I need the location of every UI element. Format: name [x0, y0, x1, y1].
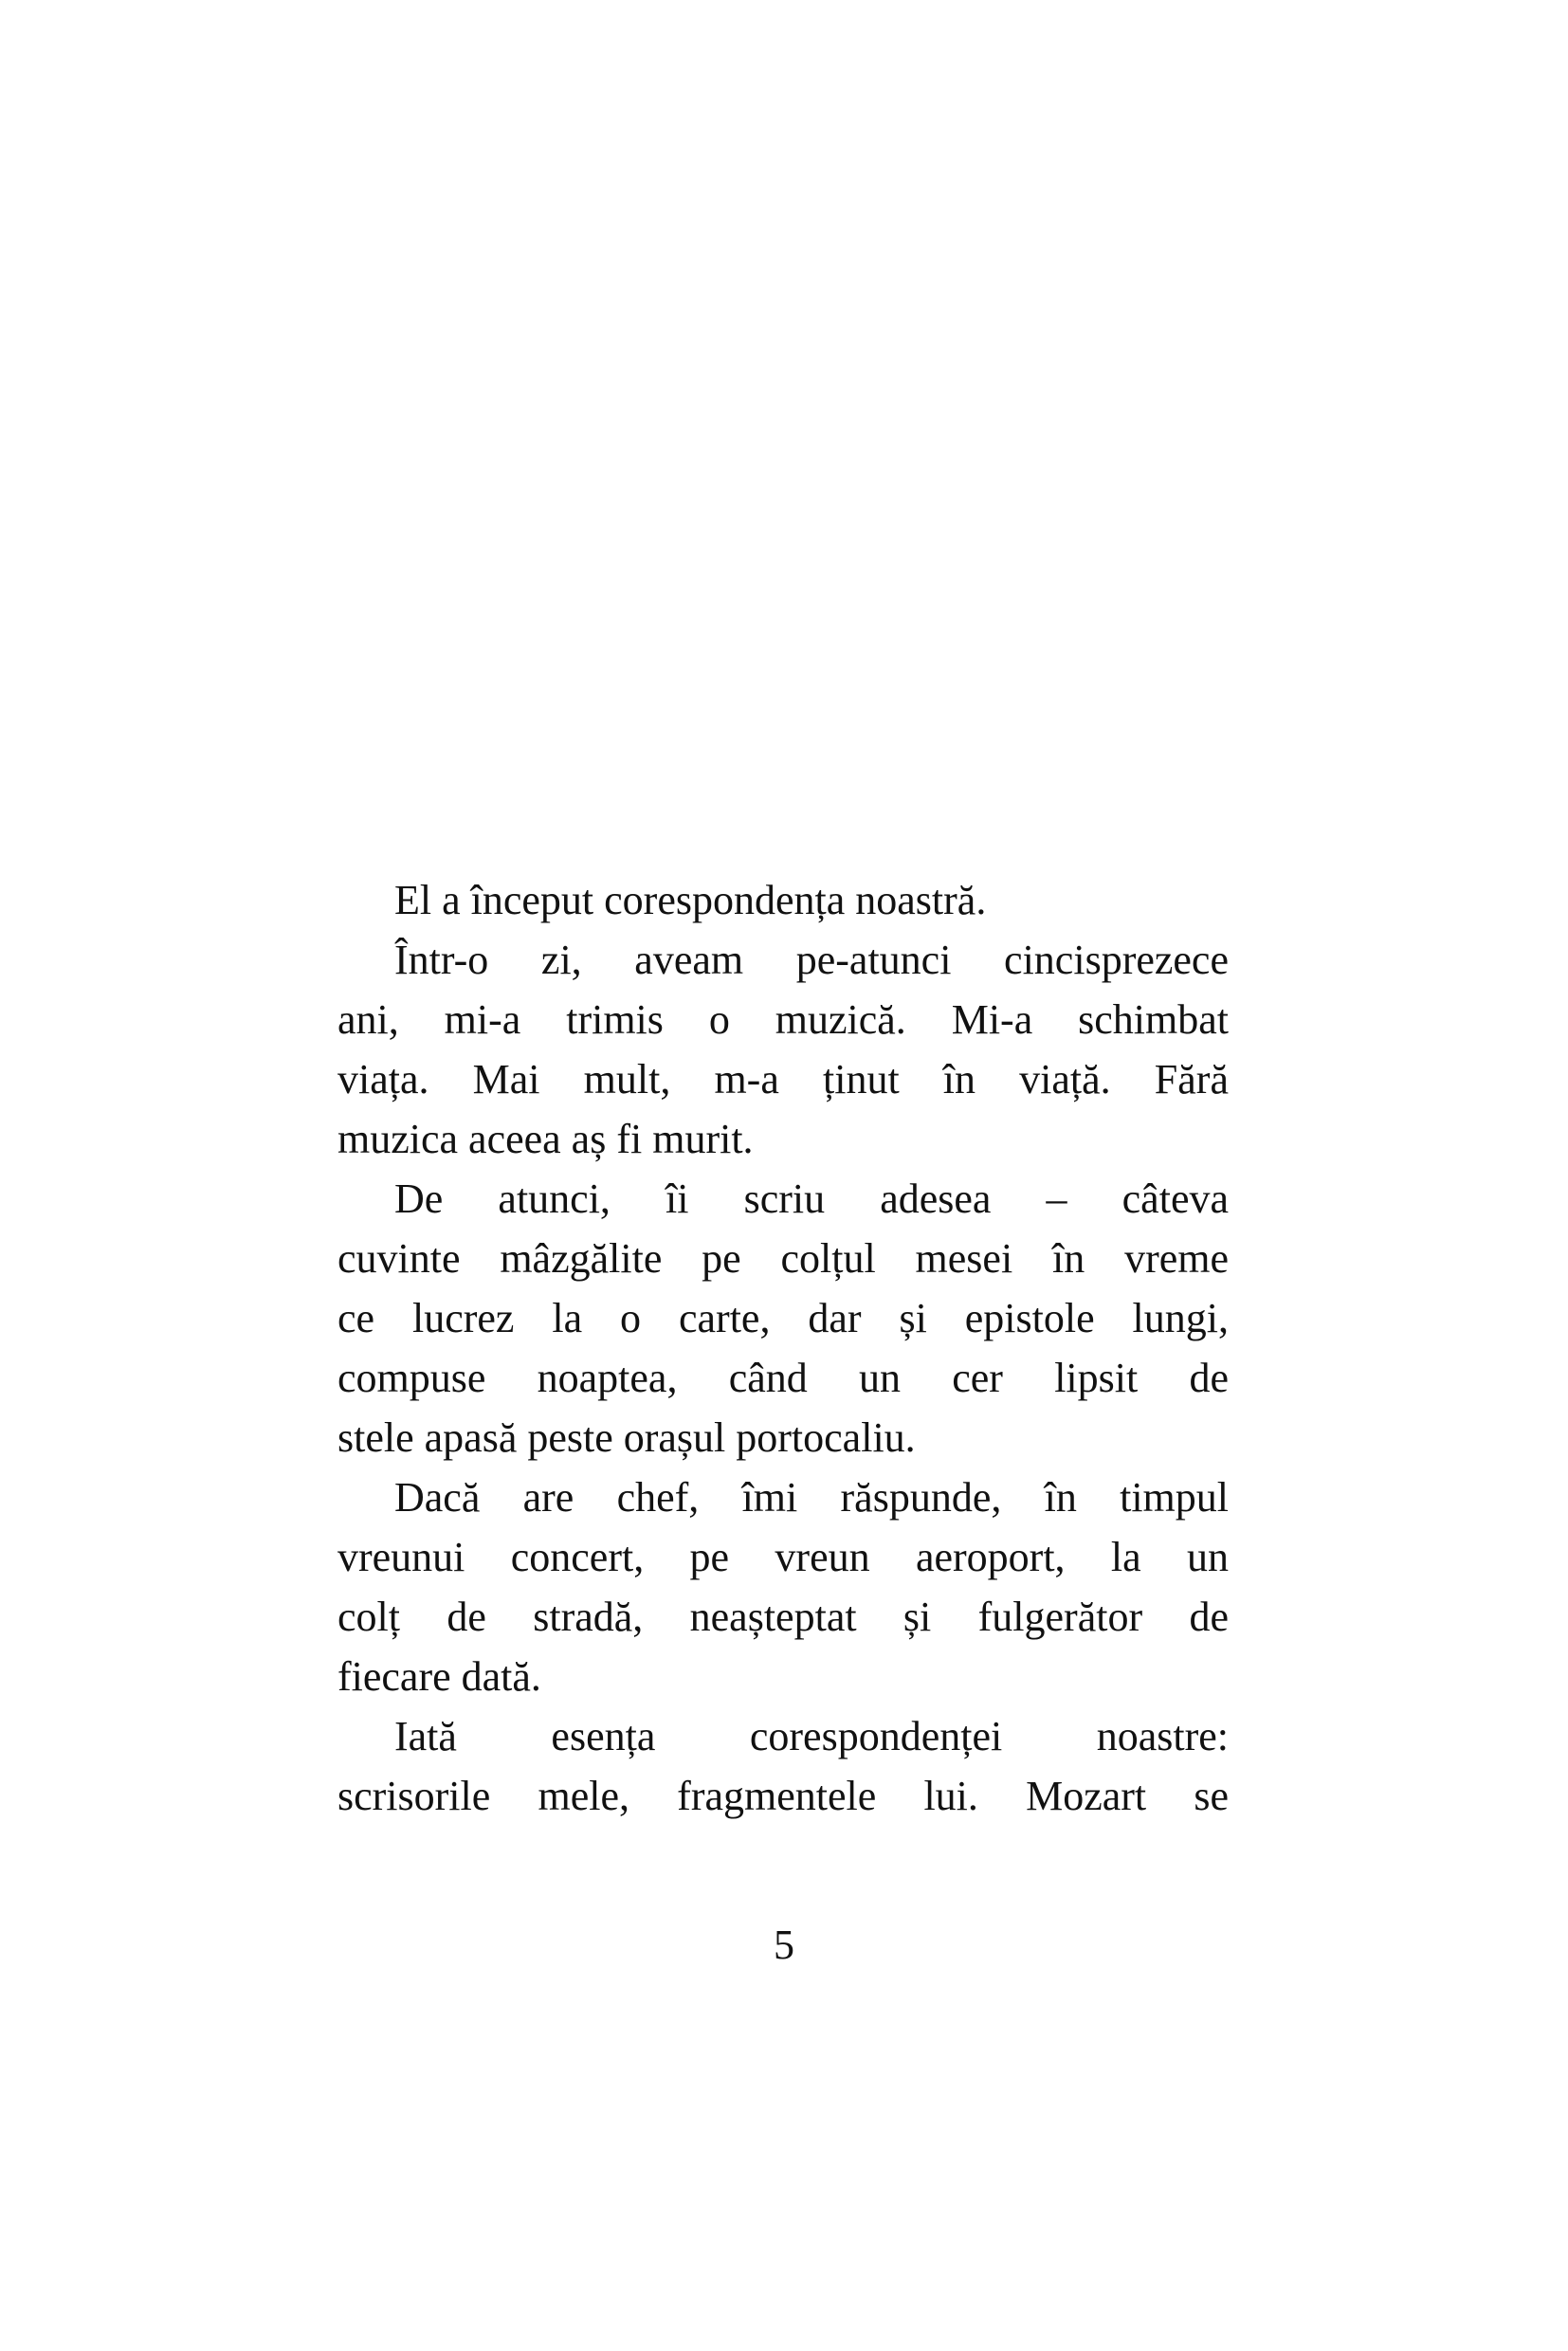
- text-line: Iată esența corespondenței noastre:: [394, 1713, 1229, 1759]
- paragraph: [337, 1169, 1229, 1467]
- page-number: 5: [774, 1922, 794, 1968]
- text-line: ce lucrez la o carte, dar și epistole lungi,: [337, 1295, 1229, 1341]
- text-line: colț de stradă, neașteptat și fulgerător de: [337, 1594, 1229, 1640]
- text-line: ani, mi-a trimis o muzică. Mi-a schimbat: [337, 996, 1229, 1043]
- text-line: vreunui concert, pe vreun aeroport, la un: [337, 1534, 1229, 1580]
- text-line: Dacă are chef, îmi răspunde, în timpul: [394, 1474, 1229, 1521]
- text-line: scrisorile mele, fragmentele lui. Mozart se: [337, 1773, 1229, 1819]
- paragraph: [337, 870, 1229, 930]
- text-line: compuse noaptea, când un cer lipsit de: [337, 1355, 1229, 1401]
- text-line: viața. Mai mult, m-a ținut în viață. Fără: [337, 1056, 1229, 1103]
- text-line: stele apasă peste orașul portocaliu.: [337, 1414, 916, 1461]
- text-line: cuvinte mâzgălite pe colțul mesei în vreme: [337, 1235, 1229, 1282]
- paragraph: [337, 1467, 1229, 1706]
- text-line: muzica aceea aș fi murit.: [337, 1116, 754, 1162]
- paragraph: [337, 1706, 1229, 1826]
- text-line: fiecare dată.: [337, 1653, 541, 1700]
- text-line: El a început corespondența noastră.: [394, 877, 987, 923]
- text-line: De atunci, îi scriu adesea – câteva: [394, 1176, 1229, 1222]
- paragraph: [337, 930, 1229, 1169]
- text-line: Într-o zi, aveam pe-atunci cincisprezece: [394, 937, 1229, 983]
- body-text: [337, 870, 1229, 1826]
